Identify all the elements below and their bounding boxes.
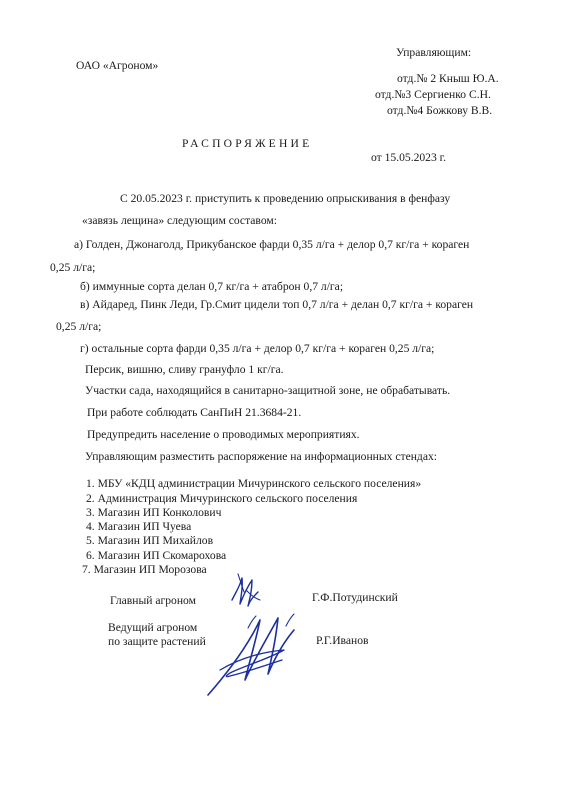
item-g: г) остальные сорта фарди 0,35 л/га + делор 0,7 кг/га + кораген 0,25 л/га; <box>80 342 435 355</box>
lead-signature-image <box>190 600 310 710</box>
document-date: от 15.05.2023 г. <box>371 151 447 164</box>
stand-item: 6. Магазин ИП Скомарохова <box>86 549 227 562</box>
stand-item: 5. Магазин ИП Михайлов <box>86 534 214 547</box>
document-title: РАСПОРЯЖЕНИЕ <box>182 137 313 150</box>
sanitary-zone-line: Участки сада, находящийся в санитарно-защитной зоне, не обрабатывать. <box>85 384 451 397</box>
warning-line: Предупредить население о проводимых мероприятиях. <box>87 428 360 441</box>
addressee-1: отд.№ 2 Кныш Ю.А. <box>397 72 499 85</box>
stand-item: 1. МБУ «КДЦ администрации Мичуринского сельского поселения» <box>86 477 422 490</box>
stand-item: 4. Магазин ИП Чуева <box>86 520 192 533</box>
stand-item: 3. Магазин ИП Конколович <box>86 506 222 519</box>
intro-line-2: «завязь лещина» следующим составом: <box>82 214 277 227</box>
item-a-line-2: 0,25 л/га; <box>50 261 96 274</box>
posting-line: Управляющим разместить распоряжение на информационных стендах: <box>85 450 437 463</box>
stand-item: 2. Администрация Мичуринского сельского поселения <box>86 492 358 505</box>
intro-line-1: С 20.05.2023 г. приступить к проведению опрыскивания в фенфазу <box>120 192 451 205</box>
item-v-line-2: 0,25 л/га; <box>56 320 102 333</box>
stand-item: 7. Магазин ИП Морозова <box>82 563 207 576</box>
chief-agronomist-name: Г.Ф.Потудинский <box>312 591 398 604</box>
lead-agronomist-name: Р.Г.Иванов <box>316 634 369 647</box>
peach-line: Персик, вишню, сливу грануфло 1 кг/га. <box>85 363 284 376</box>
item-v-line-1: в) Айдаред, Пинк Леди, Гр.Смит цидели топ 0,7 л/га + делан 0,7 кг/га + кораген <box>80 298 474 311</box>
lead-agronomist-title-1: Ведущий агроном <box>108 621 198 634</box>
organization-name: ОАО «Агроном» <box>76 59 159 72</box>
item-b: б) иммунные сорта делан 0,7 кг/га + атаброн 0,7 л/га; <box>80 280 344 293</box>
item-a-line-1: а) Голден, Джонаголд, Прикубанское фарди 0,35 л/га + делор 0,7 кг/га + кораген <box>74 238 470 251</box>
addressee-2: отд.№3 Сергиенко С.Н. <box>375 88 491 101</box>
sanpin-line: При работе соблюдать СанПиН 21.3684-21. <box>87 406 302 419</box>
chief-agronomist-title: Главный агроном <box>110 594 196 607</box>
addressee-3: отд.№4 Божкову В.В. <box>387 104 493 117</box>
addressee-heading: Управляющим: <box>396 46 472 59</box>
lead-agronomist-title-2: по защите растений <box>108 635 206 648</box>
